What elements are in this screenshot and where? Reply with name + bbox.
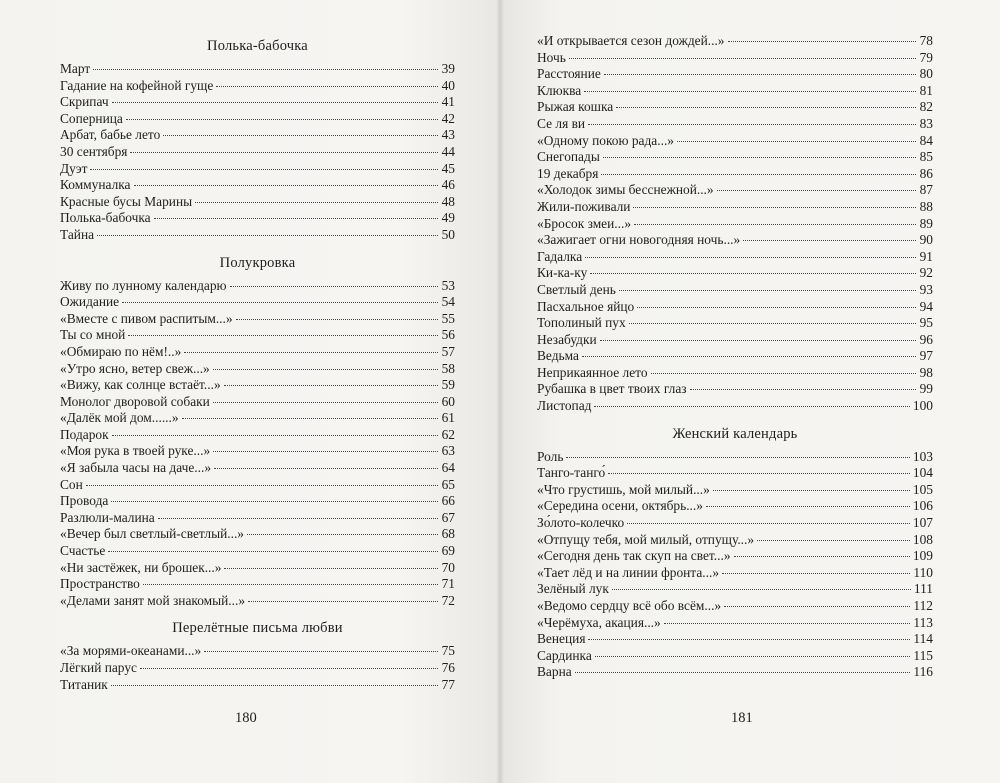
toc-entry bbox=[537, 365, 933, 382]
toc-entry bbox=[537, 149, 933, 166]
dot-leader bbox=[590, 273, 916, 274]
toc-entry bbox=[537, 482, 933, 499]
entry-page-number: 68 bbox=[441, 526, 455, 542]
entry-page-number: 98 bbox=[919, 364, 933, 380]
entry-page-number: 46 bbox=[441, 177, 455, 193]
entry-title: Коммуналка bbox=[60, 177, 131, 193]
dot-leader bbox=[97, 235, 438, 236]
section-title: Перелётные письма любви bbox=[172, 620, 343, 637]
dot-leader bbox=[575, 672, 911, 673]
toc-entry bbox=[537, 83, 933, 100]
entry-title: «Тает лёд и на линии фронта...» bbox=[537, 564, 720, 580]
toc-entry bbox=[537, 99, 933, 116]
entry-title: «Ведомо сердцу всё обо всём...» bbox=[537, 598, 722, 613]
entry-title: «Моя рука в твоей руке...» bbox=[60, 443, 211, 459]
entry-title: Светлый день bbox=[537, 281, 616, 297]
dot-leader bbox=[248, 601, 438, 602]
entry-title: Ты со мной bbox=[60, 327, 126, 343]
toc-entry bbox=[60, 543, 455, 560]
dot-leader bbox=[582, 356, 916, 357]
entry-page-number: 66 bbox=[441, 493, 455, 509]
entry-title: Листопад bbox=[537, 398, 592, 414]
entry-page-number: 65 bbox=[441, 476, 455, 492]
dot-leader bbox=[603, 157, 916, 158]
toc-entry bbox=[537, 116, 933, 133]
entry-title: Роль bbox=[537, 448, 564, 464]
entry-title: Незабудки bbox=[537, 331, 597, 347]
toc-entry bbox=[537, 348, 933, 365]
dot-leader bbox=[722, 573, 910, 574]
entry-title: Гадание на кофейной гуще bbox=[60, 77, 214, 93]
right-page bbox=[500, 0, 1000, 783]
toc-entry bbox=[60, 510, 455, 527]
toc-entry bbox=[60, 410, 455, 427]
toc-entry bbox=[537, 216, 933, 233]
toc-entry bbox=[60, 560, 455, 577]
dot-leader bbox=[122, 302, 438, 303]
entry-title: Танго-танго́ bbox=[537, 465, 606, 481]
dot-leader bbox=[612, 589, 911, 590]
toc-entry bbox=[60, 311, 455, 328]
entry-title: Разлюли-малина bbox=[60, 509, 155, 525]
page-number-left: 180 bbox=[235, 710, 257, 726]
entry-page-number: 59 bbox=[441, 377, 455, 393]
entry-page-number: 87 bbox=[919, 182, 933, 198]
entry-page-number: 103 bbox=[912, 448, 933, 464]
toc-entry bbox=[60, 111, 455, 128]
dot-leader bbox=[706, 506, 910, 507]
dot-leader bbox=[629, 323, 916, 324]
dot-leader bbox=[604, 74, 916, 75]
toc-entry bbox=[537, 449, 933, 466]
toc-entry bbox=[537, 332, 933, 349]
toc-entry bbox=[537, 615, 933, 632]
dot-leader bbox=[600, 340, 916, 341]
dot-leader bbox=[216, 86, 438, 87]
dot-leader bbox=[90, 169, 438, 170]
entry-page-number: 105 bbox=[912, 481, 933, 497]
entry-title: «Утро ясно, ветер свеж...» bbox=[60, 360, 210, 376]
toc-entry bbox=[537, 565, 933, 582]
toc-entry bbox=[537, 498, 933, 515]
entry-title: Неприкаянное лето bbox=[537, 364, 648, 380]
entry-title: «За морями-океанами...» bbox=[60, 643, 202, 659]
dot-leader bbox=[86, 485, 438, 486]
entry-title: Жили-поживали bbox=[537, 198, 631, 214]
entry-page-number: 70 bbox=[441, 559, 455, 575]
entry-page-number: 63 bbox=[441, 443, 455, 459]
toc-entry bbox=[60, 294, 455, 311]
dot-leader bbox=[111, 501, 438, 502]
entry-title: Зо́лото-колечко bbox=[537, 515, 625, 531]
entry-title: Живу по лунному календарю bbox=[60, 277, 227, 293]
toc-entry bbox=[537, 50, 933, 67]
entry-page-number: 58 bbox=[441, 360, 455, 376]
section-title: Полька-бабочка bbox=[207, 38, 308, 54]
entry-page-number: 91 bbox=[919, 248, 933, 264]
dot-leader bbox=[690, 389, 916, 390]
entry-page-number: 76 bbox=[441, 660, 455, 675]
entry-page-number: 72 bbox=[441, 592, 455, 608]
entry-page-number: 85 bbox=[919, 149, 933, 165]
toc-entry bbox=[60, 144, 455, 161]
entry-page-number: 64 bbox=[441, 460, 455, 476]
entry-page-number: 100 bbox=[912, 398, 933, 414]
entry-page-number: 93 bbox=[919, 281, 933, 297]
entry-title: Венеция bbox=[537, 631, 586, 647]
dot-leader bbox=[588, 124, 916, 125]
toc-entry bbox=[60, 526, 455, 543]
dot-leader bbox=[214, 468, 438, 469]
entry-page-number: 69 bbox=[441, 543, 455, 559]
entry-page-number: 79 bbox=[919, 49, 933, 65]
toc-entry bbox=[60, 210, 455, 227]
entry-title: «Середина осени, октябрь...» bbox=[537, 498, 703, 514]
toc-entry bbox=[537, 199, 933, 216]
entry-page-number: 109 bbox=[912, 548, 933, 564]
section-title: Женский календарь bbox=[672, 425, 798, 442]
toc-entry bbox=[60, 460, 455, 477]
entry-title: Снегопады bbox=[537, 149, 600, 165]
toc-entry bbox=[60, 177, 455, 194]
toc-entry bbox=[537, 664, 933, 681]
entry-page-number: 50 bbox=[441, 226, 455, 242]
entry-title: Рубашка в цвет твоих глаз bbox=[537, 381, 687, 397]
entry-page-number: 104 bbox=[912, 465, 933, 481]
entry-page-number: 97 bbox=[919, 348, 933, 364]
dot-leader bbox=[588, 639, 910, 640]
entry-page-number: 99 bbox=[919, 381, 933, 397]
toc-entry bbox=[60, 227, 455, 244]
entry-title: Тайна bbox=[60, 226, 95, 242]
dot-leader bbox=[154, 218, 438, 219]
entry-page-number: 82 bbox=[919, 99, 933, 115]
entry-page-number: 94 bbox=[919, 298, 933, 314]
toc-entry bbox=[60, 660, 455, 677]
entry-page-number: 41 bbox=[441, 94, 455, 110]
toc-entry bbox=[60, 576, 455, 593]
entry-title: Варна bbox=[537, 664, 572, 680]
toc-entry bbox=[537, 548, 933, 565]
entry-title: Сардинка bbox=[537, 647, 592, 663]
entry-page-number: 43 bbox=[441, 127, 455, 143]
toc-entry bbox=[60, 427, 455, 444]
entry-page-number: 90 bbox=[919, 232, 933, 248]
dot-leader bbox=[213, 451, 438, 452]
toc-entry bbox=[60, 194, 455, 211]
entry-title: «Зажигает огни новогодняя ночь...» bbox=[537, 232, 741, 248]
entry-title: Клюква bbox=[537, 82, 582, 98]
entry-page-number: 54 bbox=[441, 294, 455, 310]
dot-leader bbox=[182, 418, 438, 419]
page-number-right: 181 bbox=[731, 710, 753, 726]
toc-entry bbox=[60, 443, 455, 460]
entry-title: «Отпущу тебя, мой милый, отпущу...» bbox=[537, 531, 755, 547]
dot-leader bbox=[594, 406, 909, 407]
entry-title: Ведьма bbox=[537, 348, 579, 364]
toc-entry bbox=[537, 166, 933, 183]
dot-leader bbox=[112, 435, 438, 436]
entry-page-number: 57 bbox=[441, 343, 455, 359]
entry-page-number: 112 bbox=[913, 598, 933, 613]
dot-leader bbox=[585, 257, 916, 258]
entry-page-number: 55 bbox=[441, 310, 455, 326]
dot-leader bbox=[717, 190, 916, 191]
toc-entry bbox=[537, 282, 933, 299]
dot-leader bbox=[601, 174, 916, 175]
entry-title: Тополиный пух bbox=[537, 315, 626, 331]
entry-page-number: 106 bbox=[912, 498, 933, 514]
toc-entry bbox=[60, 161, 455, 178]
entry-page-number: 60 bbox=[441, 393, 455, 409]
entry-title: «Сегодня день так скуп на свет...» bbox=[537, 548, 731, 564]
entry-page-number: 40 bbox=[441, 77, 455, 93]
toc-entry bbox=[537, 182, 933, 199]
dot-leader bbox=[134, 185, 438, 186]
entry-page-number: 116 bbox=[913, 664, 933, 680]
dot-leader bbox=[230, 286, 438, 287]
toc-entry bbox=[537, 631, 933, 648]
dot-leader bbox=[724, 606, 910, 607]
entry-page-number: 114 bbox=[913, 631, 933, 647]
dot-leader bbox=[728, 41, 916, 42]
dot-leader bbox=[184, 352, 438, 353]
dot-leader bbox=[126, 119, 438, 120]
toc-entry bbox=[537, 532, 933, 549]
dot-leader bbox=[734, 556, 910, 557]
dot-leader bbox=[213, 402, 438, 403]
entry-title: «Делами занят мой знакомый...» bbox=[60, 592, 246, 608]
dot-leader bbox=[616, 107, 916, 108]
dot-leader bbox=[637, 307, 916, 308]
entry-title: Ночь bbox=[537, 49, 566, 65]
entry-page-number: 108 bbox=[912, 531, 933, 547]
entry-page-number: 115 bbox=[913, 647, 933, 663]
entry-page-number: 83 bbox=[919, 115, 933, 131]
toc-entry bbox=[537, 299, 933, 316]
entry-page-number: 78 bbox=[919, 33, 933, 48]
entry-page-number: 107 bbox=[912, 515, 933, 531]
entry-page-number: 81 bbox=[919, 82, 933, 98]
entry-title: Титаник bbox=[60, 676, 108, 692]
entry-title: Арбат, бабье лето bbox=[60, 127, 161, 143]
entry-title: Красные бусы Марины bbox=[60, 193, 193, 209]
entry-page-number: 89 bbox=[919, 215, 933, 231]
dot-leader bbox=[633, 207, 916, 208]
toc-entry bbox=[60, 278, 455, 295]
entry-page-number: 49 bbox=[441, 210, 455, 226]
toc-entry bbox=[60, 377, 455, 394]
dot-leader bbox=[595, 656, 911, 657]
toc-entry bbox=[537, 381, 933, 398]
toc-entry bbox=[60, 94, 455, 111]
toc-entry bbox=[537, 581, 933, 598]
entry-title: Дуэт bbox=[60, 160, 88, 176]
entry-title: Пасхальное яйцо bbox=[537, 298, 635, 314]
toc-entry bbox=[60, 477, 455, 494]
entry-page-number: 86 bbox=[919, 165, 933, 181]
dot-leader bbox=[713, 490, 910, 491]
toc-entry bbox=[537, 249, 933, 266]
toc-entry bbox=[537, 465, 933, 482]
entry-page-number: 96 bbox=[919, 331, 933, 347]
entry-title: Провода bbox=[60, 493, 109, 509]
entry-title: Полька-бабочка bbox=[60, 210, 151, 226]
entry-page-number: 113 bbox=[913, 614, 933, 630]
dot-leader bbox=[213, 369, 438, 370]
dot-leader bbox=[584, 91, 916, 92]
entry-title: «Ни застёжек, ни брошек...» bbox=[60, 559, 222, 575]
entry-page-number: 44 bbox=[441, 143, 455, 159]
entry-title: Се ля ви bbox=[537, 115, 586, 131]
entry-page-number: 62 bbox=[441, 426, 455, 442]
toc-entry bbox=[537, 398, 933, 415]
toc-entry bbox=[537, 33, 933, 50]
entry-title: 19 декабря bbox=[537, 165, 599, 181]
entry-page-number: 48 bbox=[441, 193, 455, 209]
dot-leader bbox=[236, 319, 438, 320]
dot-leader bbox=[634, 224, 916, 225]
entry-title: Сон bbox=[60, 476, 83, 492]
entry-page-number: 71 bbox=[441, 576, 455, 592]
entry-page-number: 88 bbox=[919, 198, 933, 214]
toc-entry bbox=[537, 598, 933, 615]
entry-page-number: 53 bbox=[441, 277, 455, 293]
dot-leader bbox=[140, 668, 438, 669]
entry-title: Расстояние bbox=[537, 66, 601, 82]
toc-entry bbox=[537, 648, 933, 665]
dot-leader bbox=[651, 373, 916, 374]
dot-leader bbox=[163, 135, 438, 136]
dot-leader bbox=[93, 69, 438, 70]
entry-page-number: 42 bbox=[441, 110, 455, 126]
entry-page-number: 56 bbox=[441, 327, 455, 343]
entry-title: Соперница bbox=[60, 110, 123, 126]
toc-entry bbox=[60, 344, 455, 361]
dot-leader bbox=[111, 685, 438, 686]
entry-title: «Одному покою рада...» bbox=[537, 132, 674, 148]
toc-right-column bbox=[537, 33, 933, 681]
entry-page-number: 67 bbox=[441, 509, 455, 525]
entry-title: «Бросок змеи...» bbox=[537, 215, 632, 231]
entry-title: «Обмираю по нём!..» bbox=[60, 343, 182, 359]
entry-title: 30 сентября bbox=[60, 143, 128, 159]
dot-leader bbox=[627, 523, 910, 524]
dot-leader bbox=[677, 141, 916, 142]
entry-title: «И открывается сезон дождей...» bbox=[537, 33, 725, 48]
entry-page-number: 39 bbox=[441, 61, 455, 76]
dot-leader bbox=[195, 202, 438, 203]
dot-leader bbox=[608, 473, 910, 474]
dot-leader bbox=[158, 518, 438, 519]
entry-title: Ки-ка-ку bbox=[537, 265, 588, 281]
entry-title: «Вечер был светлый-светлый...» bbox=[60, 526, 244, 542]
entry-page-number: 111 bbox=[913, 581, 933, 597]
entry-title: Март bbox=[60, 61, 91, 76]
entry-title: «Я забыла часы на даче...» bbox=[60, 460, 212, 476]
entry-page-number: 61 bbox=[441, 410, 455, 426]
toc-entry bbox=[60, 677, 455, 694]
dot-leader bbox=[128, 335, 438, 336]
toc-entry bbox=[537, 133, 933, 150]
dot-leader bbox=[130, 152, 438, 153]
entry-title: Подарок bbox=[60, 426, 109, 442]
entry-page-number: 77 bbox=[441, 676, 455, 692]
entry-title: «Вижу, как солнце встаёт...» bbox=[60, 377, 221, 393]
entry-title: Лёгкий парус bbox=[60, 660, 137, 675]
entry-title: Монолог дворовой собаки bbox=[60, 393, 210, 409]
dot-leader bbox=[108, 551, 438, 552]
toc-entry bbox=[537, 315, 933, 332]
entry-page-number: 84 bbox=[919, 132, 933, 148]
entry-title: «Что грустишь, мой милый...» bbox=[537, 481, 710, 497]
entry-title: Пространство bbox=[60, 576, 140, 592]
toc-entry bbox=[60, 493, 455, 510]
entry-page-number: 45 bbox=[441, 160, 455, 176]
entry-page-number: 92 bbox=[919, 265, 933, 281]
dot-leader bbox=[224, 568, 438, 569]
entry-title: Скрипач bbox=[60, 94, 109, 110]
entry-title: «Черёмуха, акация...» bbox=[537, 614, 661, 630]
toc-entry bbox=[60, 394, 455, 411]
entry-page-number: 110 bbox=[913, 564, 933, 580]
dot-leader bbox=[743, 240, 916, 241]
dot-leader bbox=[112, 102, 438, 103]
section-title: Полукровка bbox=[219, 254, 296, 271]
dot-leader bbox=[566, 457, 909, 458]
toc-entry bbox=[60, 127, 455, 144]
entry-title: «Вместе с пивом распитым...» bbox=[60, 310, 233, 326]
dot-leader bbox=[204, 651, 438, 652]
entry-page-number: 95 bbox=[919, 315, 933, 331]
dot-leader bbox=[143, 584, 438, 585]
book-gutter bbox=[496, 0, 504, 783]
entry-page-number: 80 bbox=[919, 66, 933, 82]
dot-leader bbox=[247, 534, 438, 535]
entry-title: Рыжая кошка bbox=[537, 99, 614, 115]
dot-leader bbox=[757, 540, 910, 541]
toc-entry bbox=[537, 265, 933, 282]
toc-entry bbox=[60, 643, 455, 660]
toc-entry bbox=[60, 78, 455, 95]
dot-leader bbox=[569, 58, 916, 59]
entry-title: Гадалка bbox=[537, 248, 583, 264]
dot-leader bbox=[619, 290, 916, 291]
dot-leader bbox=[664, 623, 911, 624]
toc-entry bbox=[537, 66, 933, 83]
entry-title: Счастье bbox=[60, 543, 106, 559]
toc-entry bbox=[60, 61, 455, 78]
dot-leader bbox=[224, 385, 438, 386]
entry-page-number: 75 bbox=[441, 643, 455, 659]
toc-entry bbox=[60, 593, 455, 610]
toc-entry bbox=[537, 232, 933, 249]
entry-title: «Холодок зимы бесснежной...» bbox=[537, 182, 714, 198]
toc-left-column bbox=[60, 36, 455, 693]
toc-entry bbox=[60, 361, 455, 378]
entry-title: Зелёный лук bbox=[537, 581, 609, 597]
toc-entry bbox=[537, 515, 933, 532]
entry-title: Ожидание bbox=[60, 294, 120, 310]
entry-title: «Далёк мой дом......» bbox=[60, 410, 179, 426]
toc-entry bbox=[60, 327, 455, 344]
